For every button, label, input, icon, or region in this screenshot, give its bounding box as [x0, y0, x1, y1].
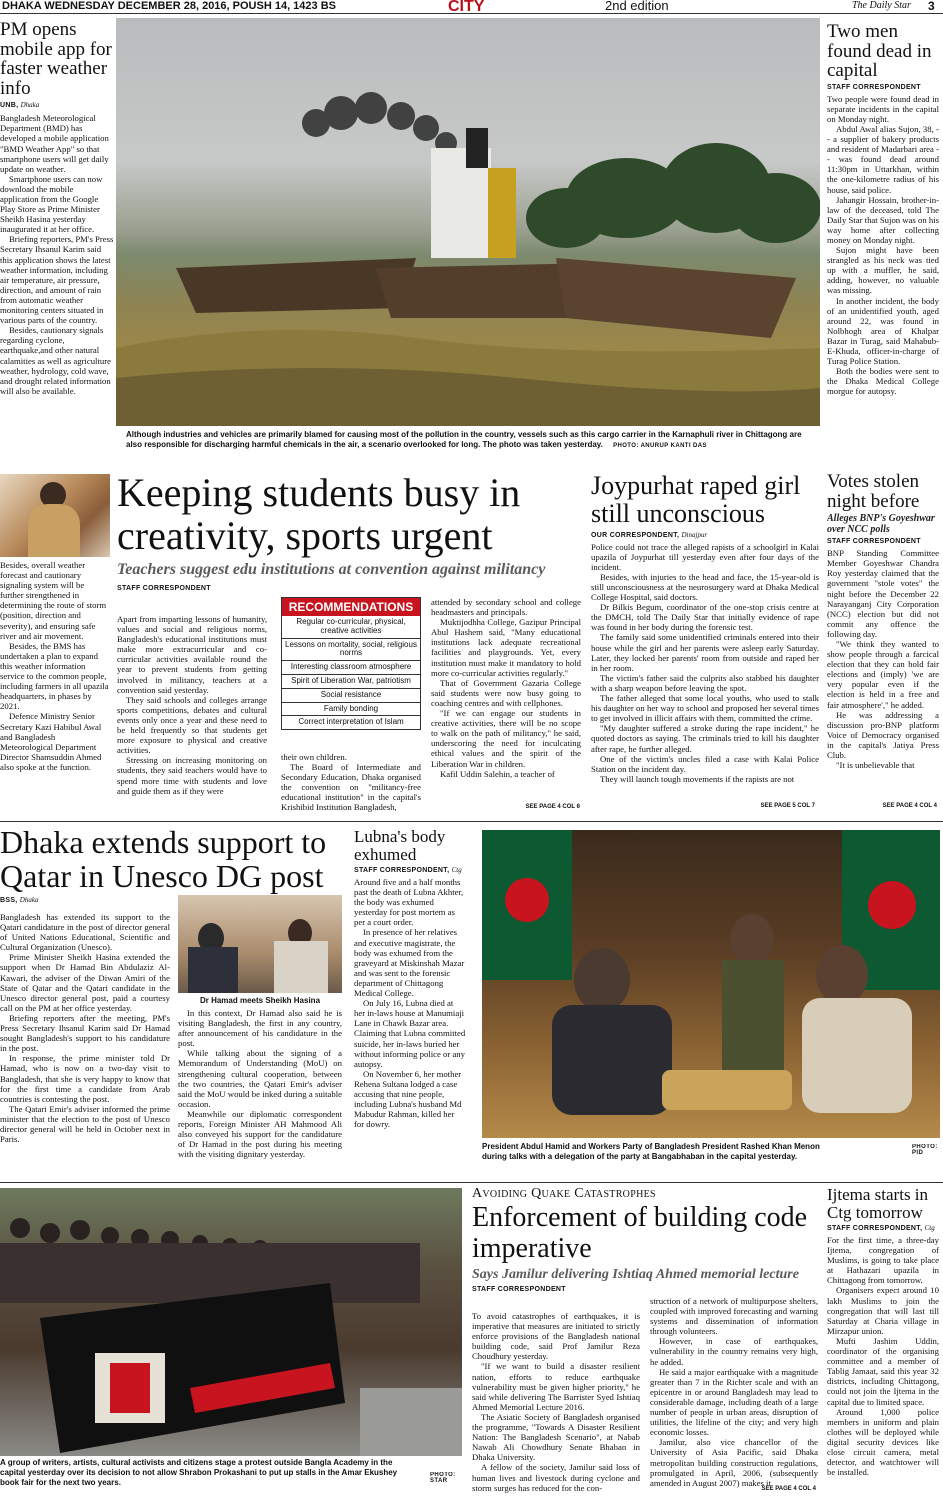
- qatar-article: [0, 826, 346, 1178]
- protest-scene: [0, 1188, 462, 1456]
- protest-photo-caption: A group of writers, artists, cultural activists and citizens stage a protest outside Bangla Academy in the capital yesterday over its decision to not allow Shrabon Prokashani to put up stalls in the Amar Ekushey book fair for the next two years.: [0, 1458, 398, 1487]
- ijtema-article: [827, 1186, 939, 1498]
- ijtema-headline: Ijtema starts in Ctg tomorrow: [827, 1186, 929, 1222]
- pm-app-body: Bangladesh Meteorological Department (BMD) has developed a mobile application "BMD Weather App" so that smartphone users will get daily update on weather. Smartphone users can now download the mobile application from the Google Play Store as Prime Minister Sheikh Hasina yesterday inaugurated it at her office. Briefing reporters, PM's Press Secretary Ihsanul Karim said this application shows the latest weather information, including air temperature, air pressure, direction, and amount of rain from automatic weather monitoring centers situated in various parts of the country. Besides, cautionary signals regarding cyclone, earthquake,and other natural calamities as well as agriculture weather, hydrology, cold wave, and drought related information will also be available.: [0, 113, 114, 396]
- keeping-col2: their own children. The Board of Intermediate and Secondary Education, Dhaka organised the convention on "militancy-free educational institution" in the capital's Krishibid Institution Bangladesh,: [281, 752, 421, 813]
- votes-headline: Votes stolen night before: [827, 472, 920, 512]
- joypurhat-byline: OUR CORRESPONDENT, Dinajpur: [591, 530, 708, 539]
- rec-item: Regular co-curricular, physical, creative activities: [282, 616, 420, 639]
- keeping-byline: STAFF CORRESPONDENT: [117, 584, 211, 592]
- cargo-vessel-photo: [116, 18, 820, 426]
- two-men-article: [827, 22, 939, 455]
- joypurhat-article: [591, 472, 819, 817]
- masthead: [0, 0, 943, 14]
- section-rule: [0, 1182, 943, 1183]
- keeping-col3: attended by secondary school and college headmasters and principals. Muktijodhha College, Gazipur Principal Abul Hashem said, "Many educational institutions lack adequate recreational facilities and playgrounds. Yet, every institution must make it mandatory to hold more co-curricular activities regularly." That of Government Gazaria College said students were now busy going to coaching centres and with cellphones. "If we can engage our students in creative activities, there will be no scope to walk on the path of militancy," he said, underscoring the need for inculcating ethical values and the spirit of the Liberation War in children. Kafil Uddin Salehin, a teacher of: [431, 597, 581, 779]
- rec-item: Spirit of Liberation War, patriotism: [282, 675, 420, 689]
- keeping-col1: Apart from imparting lessons of humanity, values and social and religious norms, Bangladesh's educational institutions must make more extracurricular and co-curricular activities available round the year to prevent students from getting involved in militancy, teachers at a convention said yesterday. They said schools and colleges arrange sports competitions, debates and cultural events only once a year and these need to be held frequently so that students get more exposure to physical and creative activities. Stressing on increasing monitoring on students, they said teachers would have to spend more time with students and love and guide them as if they were: [117, 614, 267, 796]
- joypurhat-headline: Joypurhat raped girl still unconscious: [591, 472, 801, 528]
- pm-app-headline: PM opens mobile app for faster weather info: [0, 20, 112, 99]
- lubna-headline: Lubna's body exhumed: [354, 828, 446, 864]
- votes-subhead: Alleges BNP's Goyeshwar over NCC polls: [827, 513, 935, 536]
- rec-item: Social resistance: [282, 689, 420, 703]
- quake-col2: struction of a network of multipurpose shelters, coupled with improved forecasting and warning systems and dissemination of information through volunteers. However, in case of earthquakes, vulnerability in the country remains very high, he added. He said a major earthquake with a magnitude greater than 7 in the Richter scale and with an epicentre in or around Bangladesh may lead to considerable damage, including death of a large number of people in urban areas, disruption of utilities, the lifeline of the city; and very high economic losses. Jamilur, also vice chancellor of the University of Asia Pacific, said Dhaka metropolitan building construction regulations, promulgated in April, 2006, (subsequently amended in August 2007) makes it: [650, 1296, 818, 1488]
- keeping-see-page: SEE PAGE 4 COL 6: [525, 804, 580, 810]
- section-rule: [0, 821, 943, 822]
- qatar-headline: Dhaka extends support to Qatar in Unesco DG post: [0, 826, 327, 894]
- qatar-byline: BSS, Dhaka: [0, 896, 39, 905]
- president-meeting-photo: [482, 830, 940, 1138]
- protest-photo: [0, 1188, 462, 1456]
- hamad-hasina-photo: [178, 895, 342, 993]
- recommendations-box: [281, 597, 421, 730]
- keeping-subhead: Teachers suggest edu institutions at convention against militancy: [117, 560, 546, 578]
- two-men-byline: STAFF CORRESPONDENT: [827, 83, 921, 91]
- pm-app-body-continued: Besides, overall weather forecast and cautionary signaling system will be further strengthened in determining the route of storm (position, direction and severity), and ensuring safe river and air movement. Besides, the BMS has undertaken a plan to expand this weather information service to the common people, including farmers in all upazila headquarters, in phases by 2021. Defence Ministry Senior Secretary Kazi Habibul Awal and Bangladesh Meteorological Department Director Shamsuddin Ahmed also spoke at the function.: [0, 560, 109, 772]
- keeping-headline: Keeping students busy in creativity, sports urgent: [117, 472, 521, 558]
- president-photo-credit: PHOTO: PID: [912, 1144, 938, 1156]
- dateline: DHAKA WEDNESDAY DECEMBER 28, 2016, POUSH 14, 1423 BS: [2, 0, 336, 12]
- edition-label: 2nd edition: [605, 0, 669, 13]
- votes-body: BNP Standing Committee Member Goyeshwar Chandra Roy yesterday claimed that the government "stole votes" the night before the December 22 Narayanganj City Corporation (NCC) election but did not commit any offence the following day. "We think they wanted to show people through a farcical election that they can hold fair elections and (imply) 'we are very popular even if the election is held in a free and fair atmosphere'," he added. He was addressing a discussion pro-BNP platform Voice of Democracy organised in the capital's Jatiya Press Club. "It is unbelievable that: [827, 548, 939, 771]
- lubna-article: [354, 828, 466, 1178]
- lubna-byline: STAFF CORRESPONDENT, Ctg: [354, 866, 462, 874]
- ijtema-body: For the first time, a three-day Ijtema, congregation of Muslims, is going to take place at Hathazari upazila in Chittagong from tomorrow. Organisers expect around 10 lakh Muslims to join the congregation that will last till Saturday at Charia village in Mirzapur union. Mufti Jashim Uddin, coordinator of the organising committee and a member of Tablig Jamaat, said this year 32 districts, including Chittagong, could not join the Ijtema in the capital due to limited space. Around 1,000 police members in uniform and plain clothes will be deployed while digital security devices like close circuit camera, metal detector, and watchtower will be installed.: [827, 1235, 939, 1478]
- qatar-col2: In this context, Dr Hamad also said he is visiting Bangladesh, the first in any country, after announcement of his candidature in the post. While talking about the signing of a Memorandum of Understanding (MoU) on strengthening cultural cooperation, between the two countries, the Qatari Emir's adviser said the MoU would be inked during a suitable occasion. Meanwhile our diplomatic correspondent reports, Foreign Minister AH Mahmood Ali also conveyed his support for the candidature of Dr Hamad in the post during his meeting with the visiting dignitary yesterday.: [178, 1008, 342, 1160]
- two-men-body: Two people were found dead in separate incidents in the capital on Monday night. Abdul Awal alias Sujon, 38, -- a supplier of bakery products and resident of Madarbari area -- was found dead around 11:30pm in Uttarkhan, within the one-kilometre radius of his house, said police. Jahangir Hossain, brother-in-law of the deceased, told The Daily Star that Sujon was on his way home after collecting money on Monday night. Sujon might have been strangled as his neck was tied up with a muffler, he said, adding, however, no valuable was missing. In another incident, the body of an unidentified youth, aged around 22, was found in Nolbhogh area of Khalpar Bazar in Turag, said Mahabub-E-Khuda, officer-in-charge of Turag Police Station. Both the bodies were sent to the Dhaka Medical College morgue for autopsy.: [827, 93, 939, 397]
- qatar-col1: Bangladesh has extended its support to the Qatari candidature in the post of director general of United Nations Educational, Scientific and Cultural Organization (Unesco). Prime Minister Sheikh Hasina extended the support when Dr Hamad Bin Abdulaziz Al-Kawari, the adviser of the Diwan Amiri of the State of Qatar and the Qatari candidate in the Unesco director general post, paid a courtesy call on the PM at her office yesterday. Briefing reporters after the meeting, PM's Press Secretary Ihsanul Karim said Dr Hamad sought Bangladesh's support to his candidature in the post. In response, the prime minister told Dr Hamad, who is now on a two-day visit to Bangladesh, that she is very happy to know that for the first time a candidate from Arab countries is contesting the post. The Qatari Emir's adviser informed the prime minister that the election to the post of Unesco director general will be held in October next in Paris.: [0, 912, 170, 1145]
- quake-col1: To avoid catastrophes of earthquakes, it is imperative that measures are initiated to strictly enforce provisions of the Bangladesh national building code, said Prof Jamilur Reza Choudhury yesterday. "If we want to build a disaster resilient nation, efforts to reduce earthquake vulnerability must be given higher priority," he said while delivering The Barrister Syed Ishtiaq Ahmed Memorial Lecture 2016. The Asiatic Society of Bangladesh organised the programme, "Towards A Disaster Resilient Nation: The Bangladesh Scenario", at Nabab Nawab Ali Chowdhury Senate Bhaban in Dhaka University. A fellow of the society, Jamilur said loss of human lives and livestock during cyclone and storm surges has reduced for the con-: [472, 1311, 640, 1493]
- sheikh-hasina-photo: [0, 474, 110, 557]
- rec-item: Family bonding: [282, 703, 420, 717]
- quake-subhead: Says Jamilur delivering Ishtiaq Ahmed memorial lecture: [472, 1266, 799, 1282]
- rec-item: Interesting classroom atmosphere: [282, 661, 420, 675]
- president-photo-caption: President Abdul Hamid and Workers Party of Bangladesh President Rashed Khan Menon during talks with a delegation of the party at Bangabhaban in the capital yesterday.: [482, 1142, 820, 1161]
- protest-photo-credit: PHOTO: STAR: [430, 1472, 456, 1484]
- recommendations-title: RECOMMENDATIONS: [282, 598, 420, 616]
- rec-item: Correct interpretation of Islam: [298, 717, 404, 727]
- joypurhat-see-page: SEE PAGE 5 COL 7: [760, 803, 815, 809]
- ijtema-byline: STAFF CORRESPONDENT, Ctg: [827, 1224, 935, 1232]
- section-name: CITY: [448, 0, 485, 15]
- pm-app-byline: UNB, Dhaka: [0, 101, 40, 110]
- quake-kicker: Avoiding Quake Catastrophes: [472, 1186, 656, 1201]
- page-number: 3: [928, 0, 935, 13]
- pm-app-article: [0, 20, 114, 468]
- top-photo-caption: Although industries and vehicles are primarily blamed for causing most of the pollution in the country, vessels such as this cargo carrier in the Karnaphuli river in Chittagong are also responsible for discharging harmful chemicals in the air, a scenario overlooked for long. The photo was taken yesterday. PHOTO: ANURUP KANTI DAS: [126, 430, 802, 449]
- paper-logo: The Daily Star: [852, 0, 911, 11]
- hamad-photo-caption: Dr Hamad meets Sheikh Hasina: [199, 996, 321, 1005]
- quake-article: [472, 1186, 818, 1498]
- votes-see-page: SEE PAGE 4 COL 4: [882, 803, 937, 809]
- votes-byline: STAFF CORRESPONDENT: [827, 538, 921, 546]
- quake-headline: Enforcement of building code imperative: [472, 1202, 808, 1265]
- two-men-headline: Two men found dead in capital: [827, 22, 932, 82]
- vessel-scene: [116, 18, 820, 426]
- joypurhat-body: Police could not trace the alleged rapists of a schoolgirl in Kalai upazila of Joypurhat till yesterday even after four days of the incident. Besides, with injuries to the head and face, the 15-year-old is still unconsciousness at the neurosurgery ward at Dhaka Medical College Hospital, said doctors. Dr Bilkis Begum, coordinator of the one-stop crisis centre at the DMCH, told The Daily Star that initially evidence of rape was found in her body during the forensic test. The family said some unidentified criminals entered into their house while the girl and her parents were asleep early Saturday. Later, they locked her parents' room from outside and raped her in her room. The victim's father said the culprits also stabbed his daughter with a sharp weapon before leaving the spot. The father alleged that some local youths, who used to stalk his daughter on her way to school and proposed her several times to get involved in illicit affairs with them, committed the crime. "My daughter suffered a stroke during the rape incident," he quoted doctors as saying. The criminals tried to kill his daughter after rape, he further alleged. One of the victim's uncles filed a case with Kalai Police Station on the incident day. They will launch tough movements if the rapists are not: [591, 541, 819, 784]
- quake-see-page: SEE PAGE 4 COL 4: [761, 1486, 816, 1492]
- rec-item: Lessons on mortality, social, religious norms: [282, 639, 420, 662]
- quake-byline: STAFF CORRESPONDENT: [472, 1285, 566, 1293]
- lubna-body: Around five and a half months past the death of Lubna Akhter, the body was exhumed yesterday for post mortem as per a court order. In presence of her relatives and executive magistrate, the body was exhumed from the graveyard at Miskinshah Mazar and was sent to the forensic department of Chittagong Medical College. On July 16, Lubna died at her in-laws house at Manumiaji Lane in Chawk Bazar area. Claiming that Lubna committed suicide, her in-laws buried her without informing police or any autopsy. On November 6, her mother Rehena Sultana lodged a case accusing that nine people, including Lubna's husband Md Mabudur Rahman, killed her for dowry.: [354, 877, 466, 1130]
- votes-article: [827, 472, 939, 817]
- president-scene: [482, 830, 940, 1138]
- keeping-students-article: [117, 472, 584, 817]
